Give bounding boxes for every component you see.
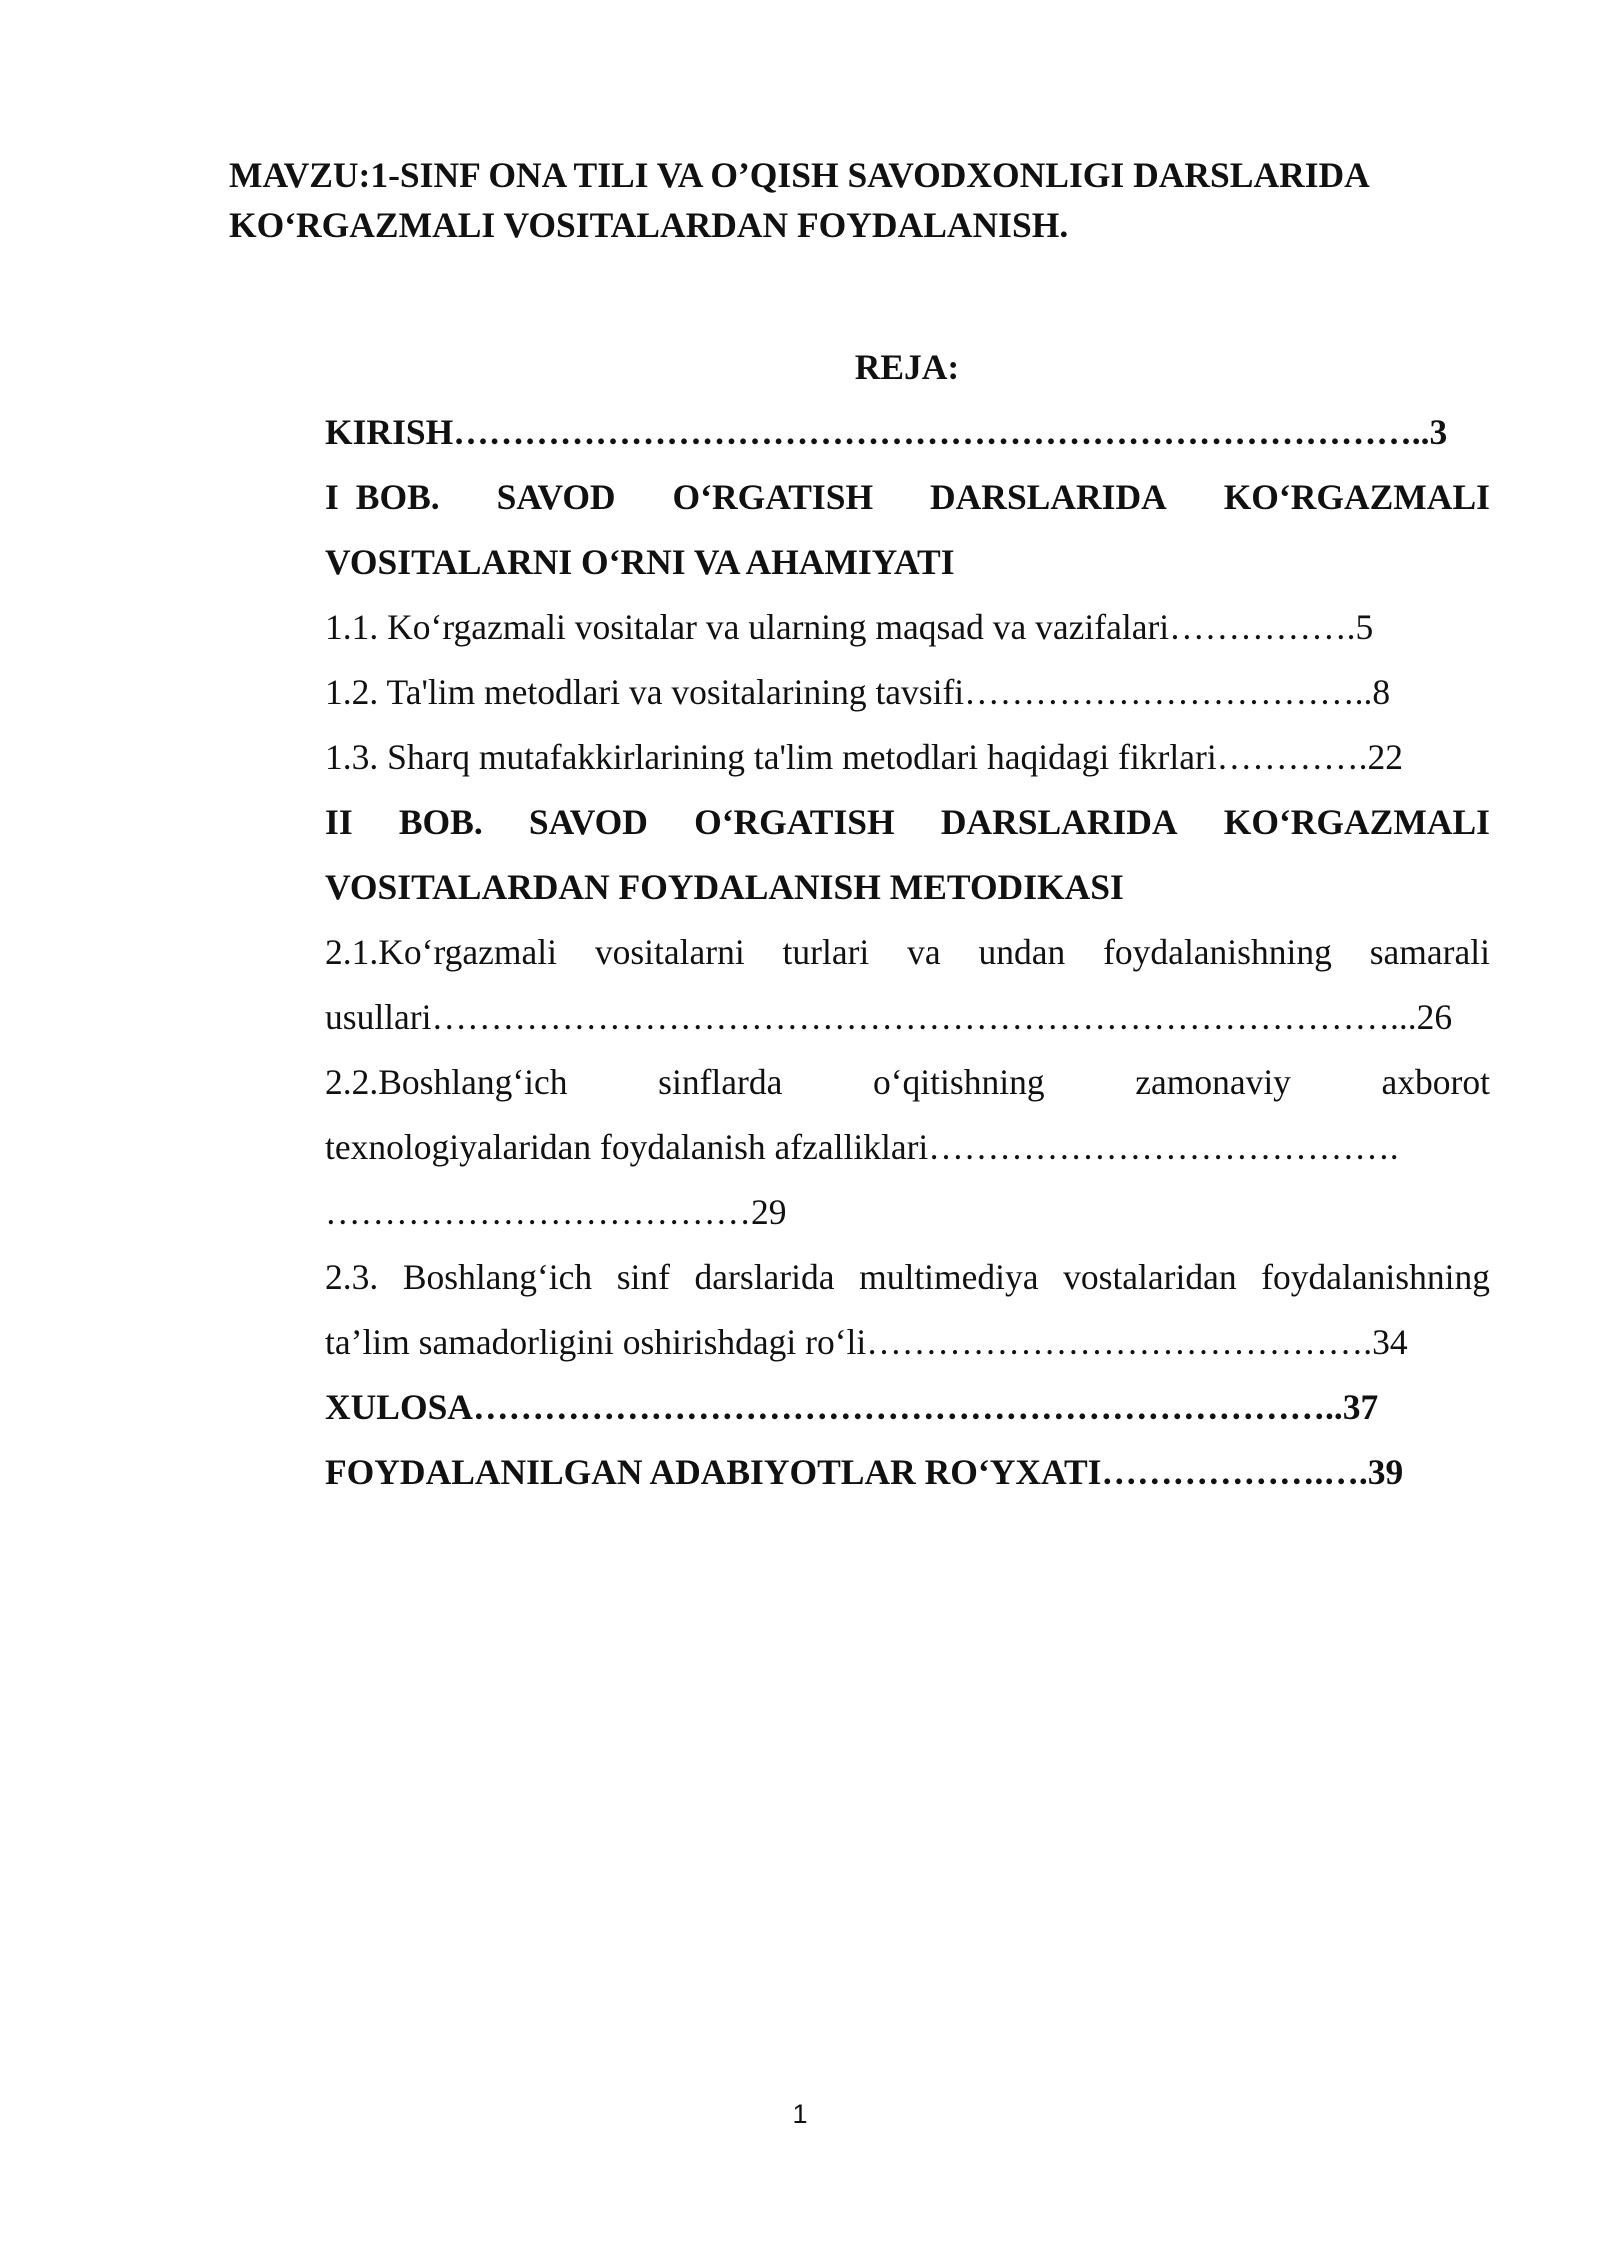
toc-entry-2-3-line-2: ta’lim samadorligini oshirishdagi ro‘li…………………………………….34: [325, 1322, 1408, 1362]
toc-entry-2-2-line-3: ………………………………29: [325, 1192, 787, 1232]
toc-entry-1-3: 1.3. Sharq mutafakkirlarining ta'lim metodlari haqidagi fikrlari………….22: [325, 737, 1404, 777]
toc-entry-1-1: 1.1. Ko‘rgazmali vositalar va ularning maqsad va vazifalari…………….5: [325, 607, 1374, 647]
toc-word: 2.3.: [325, 1257, 379, 1297]
toc-word: va: [907, 932, 941, 972]
toc-entry-xulosa: XULOSA………………………………………………………………..37: [325, 1387, 1379, 1427]
toc-word: O‘RGATISH: [672, 477, 874, 517]
title-line-1: MAVZU:1-SINF ONA TILI VA O’QISH SAVODXONLIGI DARSLARIDA: [229, 155, 1370, 195]
toc-entry-2-2-line-1: [325, 1050, 1490, 1115]
toc-word: vostalaridan: [1063, 1257, 1237, 1297]
toc-word: turlari: [782, 932, 870, 972]
toc-word: multimediya: [859, 1257, 1039, 1297]
toc-word: 2.2.Boshlang‘ich: [325, 1062, 568, 1102]
toc-word: undan: [978, 932, 1066, 972]
toc-entry-2-1-line-2: usullari………………………………………………………………………...26: [325, 997, 1453, 1037]
toc-entry-adabiyotlar: FOYDALANILGAN ADABIYOTLAR RO‘YXATI……………….….39: [325, 1452, 1404, 1492]
toc-word: axborot: [1381, 1062, 1490, 1102]
toc-word: I: [325, 477, 339, 517]
toc-word: o‘qitishning: [872, 1062, 1045, 1102]
toc-word: O‘RGATISH: [694, 802, 895, 842]
toc-word: zamonaviy: [1135, 1062, 1291, 1102]
plan-heading: REJA:: [854, 347, 960, 387]
toc-entry-chapter-2-line-1: [325, 790, 1490, 855]
toc-word: 2.1.Ko‘rgazmali: [325, 932, 557, 972]
toc-word: KO‘RGAZMALI: [1223, 802, 1490, 842]
toc-word: foydalanishning: [1261, 1257, 1490, 1297]
toc-entry-chapter-1-line-1: [325, 465, 1490, 530]
toc-word: DARSLARIDA: [940, 802, 1178, 842]
document-title: [229, 150, 1509, 250]
table-of-contents: [325, 400, 1490, 1505]
toc-word: sinf: [616, 1257, 670, 1297]
toc-word: BOB.: [355, 477, 440, 517]
toc-word: DARSLARIDA: [930, 477, 1167, 517]
toc-entry-2-3-line-1: [325, 1245, 1490, 1310]
page-number: 1: [792, 2099, 808, 2129]
toc-word: II: [325, 802, 353, 842]
title-line-2: KO‘RGAZMALI VOSITALARDAN FOYDALANISH.: [229, 205, 1069, 245]
toc-word: vositalarni: [594, 932, 745, 972]
toc-word: sinflarda: [658, 1062, 783, 1102]
toc-word: Boshlang‘ich: [402, 1257, 593, 1297]
toc-word: foydalanishning: [1103, 932, 1332, 972]
toc-word: BOB.: [398, 802, 483, 842]
toc-entry-kirish: KIRISH………………………………………………………………………..3: [325, 412, 1448, 452]
toc-word: darslarida: [694, 1257, 835, 1297]
toc-word: samarali: [1369, 932, 1490, 972]
toc-entry-1-2: 1.2. Ta'lim metodlari va vositalarining tavsifi……………………………..8: [325, 672, 1391, 712]
toc-word: SAVOD: [496, 477, 616, 517]
toc-entry-2-2-line-2: texnologiyalaridan foydalanish afzalliklari………………………………….: [325, 1127, 1399, 1167]
toc-word: KO‘RGAZMALI: [1223, 477, 1490, 517]
toc-entry-chapter-1-line-2: VOSITALARNI O‘RNI VA AHAMIYATI: [325, 542, 955, 582]
toc-entry-2-1-line-1: [325, 920, 1490, 985]
toc-entry-chapter-2-line-2: VOSITALARDAN FOYDALANISH METODIKASI: [325, 867, 1124, 907]
toc-word: SAVOD: [528, 802, 648, 842]
